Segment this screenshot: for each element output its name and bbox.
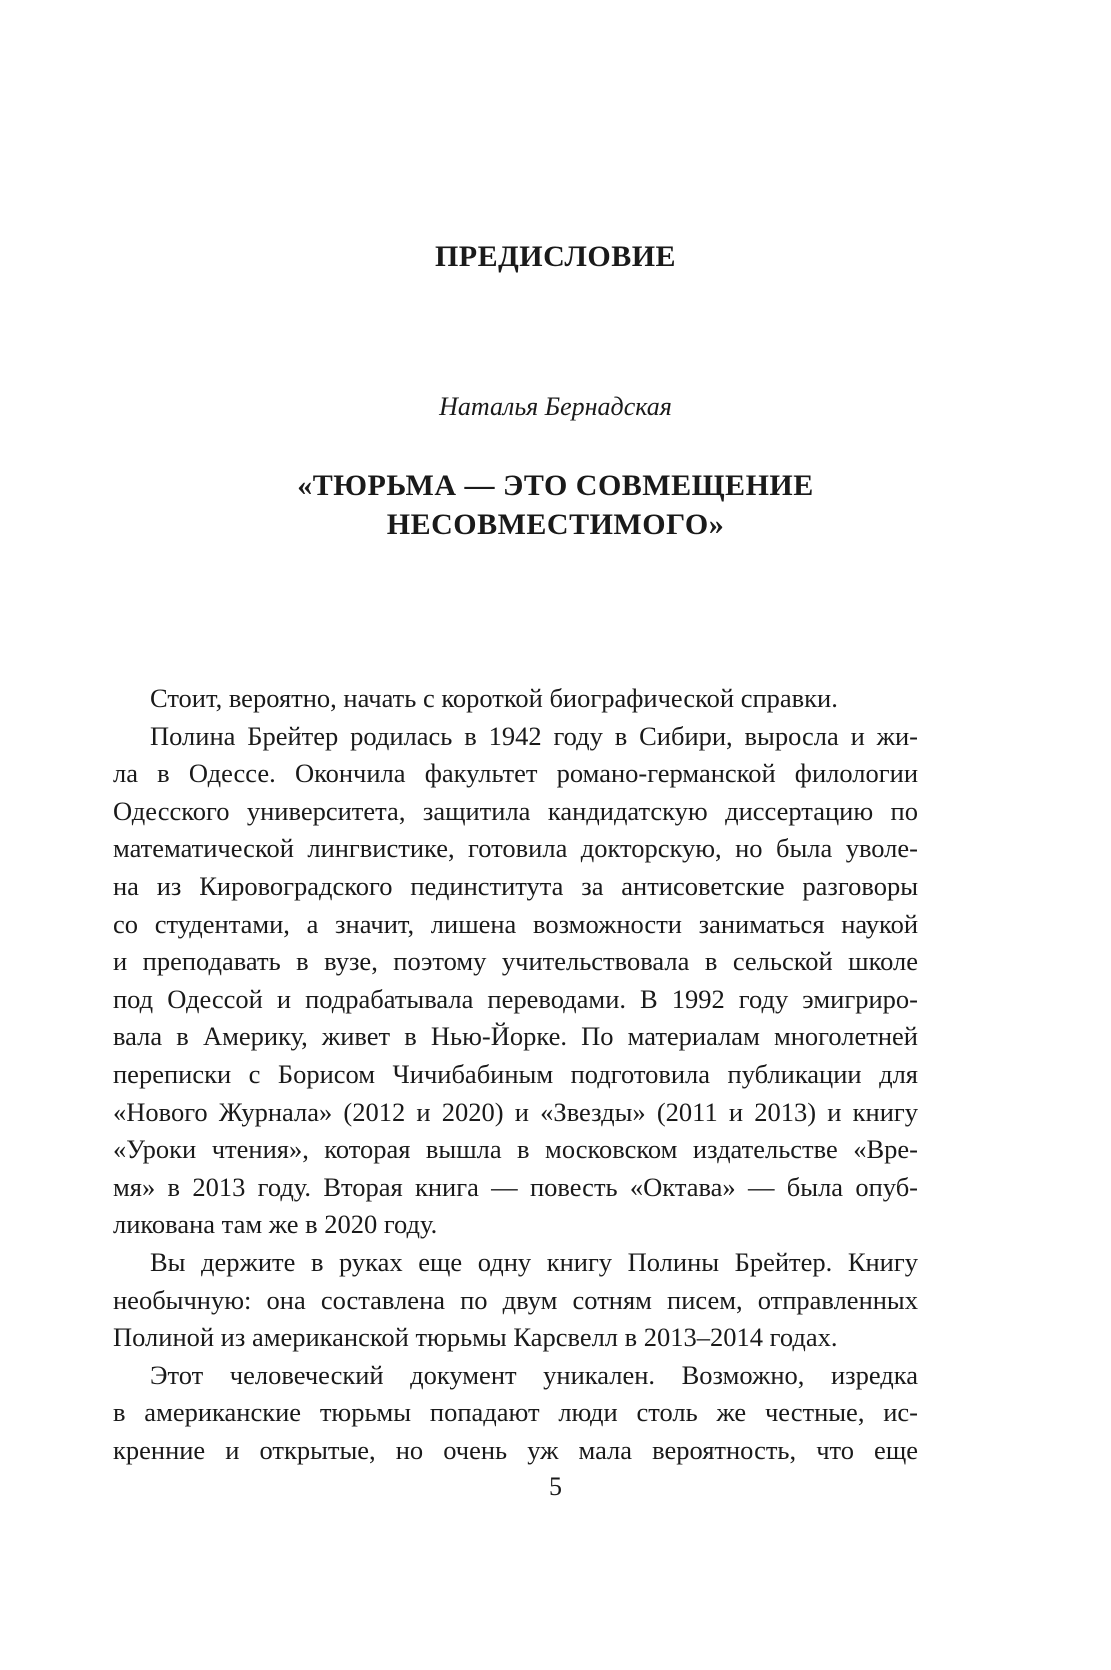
text-line: ликована там же в 2020 году.	[113, 1209, 438, 1240]
author-name: Наталья Бернадская	[439, 392, 672, 421]
text-line: в американские тюрьмы попадают люди столь же честные, ис-	[113, 1397, 918, 1428]
text-line: Одесского университета, защитила кандидатскую диссертацию по	[113, 795, 918, 826]
text-line: математической лингвистике, готовила докторскую, но была уволе-	[113, 833, 918, 864]
text-line: на из Кировоградского пединститута за антисоветские разговоры	[113, 870, 918, 901]
text-line: и преподавать в вузе, поэтому учительствовала в сельской школе	[113, 946, 918, 977]
text-line: Стоит, вероятно, начать с короткой биографической справки.	[150, 683, 838, 713]
text-line: со студентами, а значит, лишена возможности заниматься наукой	[113, 908, 918, 939]
chapter-heading-line: НЕСОВМЕСТИМОГО»	[386, 508, 725, 541]
page-title: ПРЕДИСЛОВИЕ	[434, 240, 677, 273]
text-line: Полина Брейтер родилась в 1942 году в Сибири, выросла и жи-	[150, 720, 918, 751]
text-line: ла в Одессе. Окончила факультет романо-германской филологии	[113, 758, 918, 789]
text-line: Вы держите в руках еще одну книгу Полины Брейтер. Книгу	[150, 1246, 918, 1277]
chapter-heading-line: «ТЮРЬМА — ЭТО СОВМЕЩЕНИЕ	[297, 469, 814, 502]
text-line: кренние и открытые, но очень уж мала вероятность, что еще	[113, 1434, 918, 1465]
text-line: переписки с Борисом Чичибабиным подготовила публикации для	[113, 1058, 918, 1089]
text-line: вала в Америку, живет в Нью-Йорке. По материалам многолетней	[113, 1021, 918, 1052]
page-number: 5	[549, 1472, 562, 1501]
text-line: Этот человеческий документ уникален. Возможно, изредка	[150, 1359, 918, 1390]
text-line: «Уроки чтения», которая вышла в московском издательстве «Вре-	[113, 1134, 918, 1165]
text-line: «Нового Журнала» (2012 и 2020) и «Звезды» (2011 и 2013) и книгу	[113, 1096, 918, 1127]
body-text	[113, 680, 918, 1469]
text-line: под Одессой и подрабатывала переводами. В 1992 году эмигриро-	[113, 983, 918, 1014]
text-line: Полиной из американской тюрьмы Карсвелл в 2013–2014 годах.	[113, 1322, 838, 1353]
text-line: необычную: она составлена по двум сотням писем, отправленных	[113, 1284, 918, 1315]
chapter-heading	[0, 466, 1111, 544]
text-line: мя» в 2013 году. Вторая книга — повесть «Октава» — была опуб-	[113, 1171, 918, 1202]
